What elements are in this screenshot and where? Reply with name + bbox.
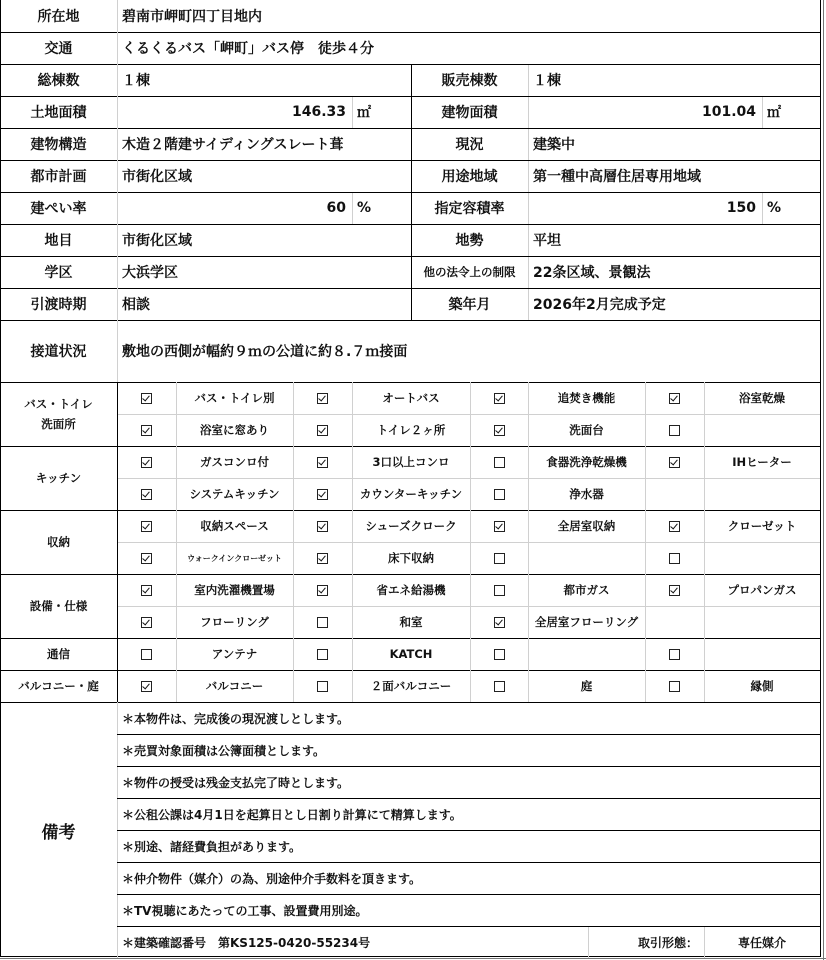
checkbox-unchecked-icon[interactable] bbox=[494, 553, 505, 564]
column-divider bbox=[411, 128, 412, 160]
feature-category bbox=[0, 446, 117, 510]
feature-category bbox=[0, 510, 117, 574]
checkbox-checked-icon[interactable] bbox=[141, 457, 152, 468]
feature-checkbox-cell bbox=[293, 382, 352, 414]
feature-checkbox-cell bbox=[470, 446, 528, 478]
built-label: 築年月 bbox=[448, 297, 491, 313]
land-category-label: 地目 bbox=[44, 233, 73, 249]
row-divider bbox=[117, 862, 820, 863]
column-divider bbox=[352, 510, 353, 574]
checkbox-checked-icon[interactable] bbox=[494, 393, 505, 404]
feature-label bbox=[528, 542, 645, 574]
checkbox-unchecked-icon[interactable] bbox=[494, 489, 505, 500]
checkbox-checked-icon[interactable] bbox=[494, 425, 505, 436]
feature-label bbox=[528, 638, 645, 670]
outer-border-bottom bbox=[0, 958, 826, 959]
column-divider bbox=[762, 192, 763, 224]
checkbox-checked-icon[interactable] bbox=[669, 521, 680, 532]
feature-checkbox-cell bbox=[117, 574, 176, 606]
feature-checkbox-cell bbox=[645, 382, 704, 414]
column-divider bbox=[411, 256, 412, 288]
remark-note: ＊建築確認番号 第KS125-0420-55234号 bbox=[122, 935, 371, 950]
column-divider bbox=[470, 446, 471, 510]
feature-checkbox-cell bbox=[645, 478, 704, 510]
feature-label: 収納スペース bbox=[200, 519, 269, 533]
land-category-value: 市街化区域 bbox=[122, 233, 192, 249]
feature-checkbox-cell bbox=[470, 574, 528, 606]
feature-label: ２面バルコニー bbox=[370, 679, 452, 693]
remark-note: ＊物件の授受は残金支払完了時とします。 bbox=[122, 775, 350, 790]
feature-checkbox-cell bbox=[470, 510, 528, 542]
column-divider bbox=[762, 96, 763, 128]
terrain-label: 地勢 bbox=[455, 233, 484, 249]
coverage-unit: % bbox=[357, 200, 372, 216]
transaction-type-value: 専任媒介 bbox=[737, 935, 786, 950]
row-divider bbox=[117, 734, 820, 735]
column-divider bbox=[411, 96, 412, 128]
checkbox-unchecked-icon[interactable] bbox=[494, 681, 505, 692]
column-divider bbox=[528, 382, 529, 446]
checkbox-unchecked-icon[interactable] bbox=[494, 649, 505, 660]
remark-note: ＊本物件は、完成後の現況渡しとします。 bbox=[122, 711, 350, 726]
row-divider bbox=[117, 894, 820, 895]
column-divider bbox=[117, 670, 118, 702]
row-divider bbox=[117, 766, 820, 767]
column-divider bbox=[176, 446, 177, 510]
feature-label bbox=[704, 414, 820, 446]
column-divider bbox=[470, 670, 471, 702]
feature-checkbox-cell bbox=[117, 670, 176, 702]
checkbox-checked-icon[interactable] bbox=[317, 521, 328, 532]
column-divider bbox=[704, 510, 705, 574]
column-divider bbox=[528, 256, 529, 288]
feature-checkbox-cell bbox=[117, 510, 176, 542]
column-divider bbox=[293, 574, 294, 638]
column-divider bbox=[528, 510, 529, 574]
checkbox-checked-icon[interactable] bbox=[669, 585, 680, 596]
feature-label: 3口以上コンロ bbox=[372, 455, 450, 469]
feature-checkbox-cell bbox=[645, 414, 704, 446]
feature-checkbox-cell bbox=[645, 606, 704, 638]
road-access-value: 敷地の西側が幅約９ｍの公道に約８.７ｍ接面 bbox=[122, 344, 408, 360]
row-divider bbox=[117, 830, 820, 831]
feature-checkbox-cell bbox=[293, 638, 352, 670]
checkbox-unchecked-icon[interactable] bbox=[317, 617, 328, 628]
feature-label: システムキッチン bbox=[189, 487, 280, 501]
building-area-label: 建物面積 bbox=[441, 105, 498, 121]
row-divider bbox=[0, 160, 820, 161]
column-divider bbox=[645, 670, 646, 702]
feature-label: シューズクローク bbox=[365, 519, 457, 533]
column-divider bbox=[176, 574, 177, 638]
feature-label: 和室 bbox=[399, 615, 423, 629]
remark-note: ＊売買対象面積は公簿面積とします。 bbox=[122, 743, 326, 758]
column-divider bbox=[470, 510, 471, 574]
checkbox-unchecked-icon[interactable] bbox=[669, 681, 680, 692]
column-divider bbox=[293, 510, 294, 574]
column-divider bbox=[704, 446, 705, 510]
units-for-sale-value: １棟 bbox=[533, 73, 561, 89]
row-divider bbox=[0, 224, 820, 225]
column-divider bbox=[117, 382, 118, 446]
feature-checkbox-cell bbox=[293, 510, 352, 542]
row-divider bbox=[117, 478, 820, 479]
units-for-sale-label: 販売棟数 bbox=[441, 73, 498, 89]
column-divider bbox=[528, 288, 529, 320]
coverage-value: 60 bbox=[326, 200, 346, 216]
feature-checkbox-cell bbox=[293, 574, 352, 606]
checkbox-checked-icon[interactable] bbox=[317, 489, 328, 500]
land-area-unit: ㎡ bbox=[357, 105, 371, 121]
feature-label: バルコニー bbox=[205, 679, 264, 693]
column-divider bbox=[411, 64, 412, 96]
feature-label: 追焚き機能 bbox=[557, 391, 616, 405]
feature-category bbox=[0, 574, 117, 638]
column-divider bbox=[704, 926, 705, 958]
feature-checkbox-cell bbox=[293, 606, 352, 638]
row-divider bbox=[0, 64, 820, 65]
feature-checkbox-cell bbox=[117, 542, 176, 574]
status-value: 建築中 bbox=[533, 137, 575, 153]
feature-label: 浄水器 bbox=[569, 487, 604, 501]
column-divider bbox=[176, 382, 177, 446]
transport-value: くるくるバス「岬町」バス停 徒歩４分 bbox=[122, 41, 374, 57]
feature-checkbox-cell bbox=[117, 414, 176, 446]
column-divider bbox=[528, 192, 529, 224]
zoning-label: 用途地域 bbox=[441, 169, 498, 185]
column-divider bbox=[411, 192, 412, 224]
column-divider bbox=[176, 510, 177, 574]
feature-checkbox-cell bbox=[470, 382, 528, 414]
restrictions-value: 22条区域、景観法 bbox=[533, 265, 651, 281]
feature-checkbox-cell bbox=[470, 638, 528, 670]
checkbox-checked-icon[interactable] bbox=[317, 585, 328, 596]
coverage-label: 建ぺい率 bbox=[30, 201, 87, 217]
transport-label: 交通 bbox=[44, 41, 73, 57]
building-area-value: 101.04 bbox=[701, 104, 756, 120]
far-value: 150 bbox=[726, 200, 756, 216]
checkbox-checked-icon[interactable] bbox=[669, 393, 680, 404]
built-value: 2026年2月完成予定 bbox=[533, 297, 666, 313]
feature-checkbox-cell bbox=[645, 542, 704, 574]
outer-border bbox=[823, 0, 824, 960]
land-area-label: 土地面積 bbox=[30, 105, 87, 121]
column-divider bbox=[470, 574, 471, 638]
checkbox-unchecked-icon[interactable] bbox=[494, 457, 505, 468]
checkbox-unchecked-icon[interactable] bbox=[669, 649, 680, 660]
feature-category bbox=[0, 670, 117, 702]
feature-checkbox-cell bbox=[293, 542, 352, 574]
column-divider bbox=[293, 670, 294, 702]
feature-label: バス・トイレ別 bbox=[194, 391, 275, 405]
feature-label: 縁側 bbox=[750, 679, 774, 693]
row-divider bbox=[117, 414, 820, 415]
school-value: 大浜学区 bbox=[122, 265, 178, 281]
feature-category-label: バス・トイレ bbox=[24, 397, 93, 411]
column-divider bbox=[645, 638, 646, 670]
feature-checkbox-cell bbox=[470, 414, 528, 446]
feature-label: 省エネ給湯機 bbox=[376, 583, 446, 597]
column-divider bbox=[528, 638, 529, 670]
feature-label bbox=[704, 638, 820, 670]
column-divider bbox=[352, 192, 353, 224]
feature-category-label: キッチン bbox=[35, 471, 82, 485]
column-divider bbox=[352, 638, 353, 670]
checkbox-checked-icon[interactable] bbox=[141, 393, 152, 404]
checkbox-checked-icon[interactable] bbox=[317, 393, 328, 404]
row-divider bbox=[0, 288, 820, 289]
column-divider bbox=[117, 446, 118, 510]
delivery-label: 引渡時期 bbox=[30, 297, 87, 313]
column-divider bbox=[117, 0, 118, 382]
feature-category bbox=[0, 638, 117, 670]
feature-checkbox-cell bbox=[645, 574, 704, 606]
status-label: 現況 bbox=[455, 137, 484, 153]
feature-category-label: 通信 bbox=[47, 647, 70, 661]
checkbox-checked-icon[interactable] bbox=[141, 585, 152, 596]
remarks-label: 備考 bbox=[41, 822, 76, 843]
far-unit: % bbox=[767, 200, 782, 216]
row-divider bbox=[0, 32, 820, 33]
feature-label: アンテナ bbox=[211, 647, 258, 661]
city-planning-value: 市街化区域 bbox=[122, 169, 192, 185]
feature-checkbox-cell bbox=[470, 606, 528, 638]
total-units-value: １棟 bbox=[122, 73, 150, 89]
feature-label: カウンターキッチン bbox=[359, 487, 463, 501]
column-divider bbox=[528, 160, 529, 192]
column-divider bbox=[117, 574, 118, 638]
column-divider bbox=[704, 382, 705, 446]
row-divider bbox=[117, 542, 820, 543]
column-divider bbox=[645, 574, 646, 638]
feature-label: 食器洗浄乾燥機 bbox=[546, 455, 627, 469]
column-divider bbox=[117, 638, 118, 670]
checkbox-checked-icon[interactable] bbox=[317, 553, 328, 564]
feature-label: 全居室フローリング bbox=[534, 615, 639, 629]
feature-label: フローリング bbox=[200, 615, 269, 629]
feature-label: ウォークインクローゼット bbox=[187, 553, 282, 563]
column-divider bbox=[176, 670, 177, 702]
checkbox-unchecked-icon[interactable] bbox=[669, 425, 680, 436]
checkbox-checked-icon[interactable] bbox=[494, 617, 505, 628]
column-divider bbox=[293, 382, 294, 446]
column-divider bbox=[293, 638, 294, 670]
feature-checkbox-cell bbox=[117, 382, 176, 414]
column-divider bbox=[645, 446, 646, 510]
column-divider bbox=[588, 926, 589, 958]
column-divider bbox=[352, 446, 353, 510]
checkbox-unchecked-icon[interactable] bbox=[669, 553, 680, 564]
column-divider bbox=[704, 574, 705, 638]
column-divider bbox=[645, 382, 646, 446]
checkbox-checked-icon[interactable] bbox=[141, 681, 152, 692]
feature-label: 浴室に窓あり bbox=[200, 423, 269, 437]
column-divider bbox=[352, 574, 353, 638]
column-divider bbox=[352, 96, 353, 128]
building-area-unit: ㎡ bbox=[767, 105, 781, 121]
location-label: 所在地 bbox=[37, 9, 80, 25]
feature-checkbox-cell bbox=[293, 478, 352, 510]
remark-note: ＊別途、諸経費負担があります。 bbox=[122, 839, 302, 854]
column-divider bbox=[470, 638, 471, 670]
column-divider bbox=[411, 224, 412, 256]
checkbox-checked-icon[interactable] bbox=[669, 457, 680, 468]
column-divider bbox=[352, 670, 353, 702]
column-divider bbox=[176, 638, 177, 670]
transaction-type-label: 取引形態： bbox=[637, 935, 698, 950]
row-divider bbox=[0, 128, 820, 129]
structure-label: 建物構造 bbox=[30, 137, 87, 153]
feature-category-label: 洗面所 bbox=[41, 417, 76, 431]
feature-label: 床下収納 bbox=[388, 551, 434, 565]
column-divider bbox=[528, 670, 529, 702]
remark-note: ＊公租公課は4月1日を起算日とし日割り計算にて精算します。 bbox=[122, 807, 462, 822]
feature-label: 庭 bbox=[580, 679, 593, 693]
column-divider bbox=[411, 160, 412, 192]
feature-checkbox-cell bbox=[645, 670, 704, 702]
city-planning-label: 都市計画 bbox=[30, 169, 87, 185]
feature-label: ガスコンロ付 bbox=[200, 455, 269, 469]
checkbox-checked-icon[interactable] bbox=[494, 521, 505, 532]
school-label: 学区 bbox=[44, 265, 73, 281]
feature-label bbox=[704, 542, 820, 574]
checkbox-unchecked-icon[interactable] bbox=[494, 585, 505, 596]
column-divider bbox=[528, 96, 529, 128]
checkbox-checked-icon[interactable] bbox=[141, 553, 152, 564]
feature-checkbox-cell bbox=[645, 446, 704, 478]
checkbox-checked-icon[interactable] bbox=[317, 457, 328, 468]
total-units-label: 総棟数 bbox=[37, 73, 80, 89]
feature-checkbox-cell bbox=[645, 510, 704, 542]
feature-label: 浴室乾燥 bbox=[739, 391, 785, 405]
feature-checkbox-cell bbox=[470, 542, 528, 574]
column-divider bbox=[528, 64, 529, 96]
feature-checkbox-cell bbox=[117, 478, 176, 510]
row-divider bbox=[0, 96, 820, 97]
feature-checkbox-cell bbox=[293, 446, 352, 478]
feature-checkbox-cell bbox=[117, 446, 176, 478]
delivery-value: 相談 bbox=[122, 297, 150, 313]
feature-checkbox-cell bbox=[293, 414, 352, 446]
feature-category-label: 設備・仕様 bbox=[29, 599, 88, 613]
row-divider bbox=[0, 192, 820, 193]
row-divider bbox=[117, 606, 820, 607]
feature-label: プロパンガス bbox=[727, 583, 797, 597]
row-divider bbox=[0, 320, 820, 321]
feature-label: IHヒーター bbox=[732, 455, 792, 469]
feature-label: 室内洗濯機置場 bbox=[194, 583, 275, 597]
checkbox-unchecked-icon[interactable] bbox=[317, 649, 328, 660]
feature-checkbox-cell bbox=[470, 478, 528, 510]
row-divider bbox=[117, 798, 820, 799]
feature-label: 都市ガス bbox=[563, 583, 610, 597]
feature-checkbox-cell bbox=[645, 638, 704, 670]
checkbox-checked-icon[interactable] bbox=[141, 489, 152, 500]
land-area-value: 146.33 bbox=[291, 104, 346, 120]
feature-label: KATCH bbox=[389, 647, 433, 661]
feature-category bbox=[0, 382, 117, 446]
feature-label: トイレ２ヶ所 bbox=[376, 423, 446, 437]
feature-checkbox-cell bbox=[293, 670, 352, 702]
feature-label: 全居室収納 bbox=[557, 519, 616, 533]
road-access-label: 接道状況 bbox=[30, 344, 87, 360]
feature-category-label: 収納 bbox=[47, 535, 70, 549]
restrictions-label: 他の法令上の制限 bbox=[423, 265, 516, 279]
column-divider bbox=[528, 128, 529, 160]
column-divider bbox=[293, 446, 294, 510]
column-divider bbox=[352, 382, 353, 446]
column-divider bbox=[411, 288, 412, 320]
checkbox-checked-icon[interactable] bbox=[317, 425, 328, 436]
remark-note: ＊TV視聴にあたっての工事、設置費用別途。 bbox=[122, 903, 368, 918]
row-divider bbox=[117, 926, 820, 927]
feature-label: オートバス bbox=[382, 391, 440, 405]
feature-category-label: バルコニー・庭 bbox=[18, 679, 99, 693]
remark-note: ＊仲介物件（媒介）の為、別途仲介手数料を頂きます。 bbox=[122, 871, 422, 886]
column-divider bbox=[645, 510, 646, 574]
column-divider bbox=[704, 638, 705, 670]
zoning-value: 第一種中高層住居専用地域 bbox=[533, 169, 701, 185]
feature-checkbox-cell bbox=[470, 670, 528, 702]
column-divider bbox=[117, 510, 118, 574]
row-divider bbox=[0, 256, 820, 257]
feature-label: クローゼット bbox=[727, 519, 797, 533]
feature-label bbox=[704, 606, 820, 638]
location-value: 碧南市岬町四丁目地内 bbox=[122, 9, 262, 25]
checkbox-checked-icon[interactable] bbox=[141, 425, 152, 436]
column-divider bbox=[528, 574, 529, 638]
feature-checkbox-cell bbox=[117, 606, 176, 638]
column-divider bbox=[528, 224, 529, 256]
feature-label bbox=[704, 478, 820, 510]
column-divider bbox=[528, 446, 529, 510]
checkbox-unchecked-icon[interactable] bbox=[317, 681, 328, 692]
checkbox-unchecked-icon[interactable] bbox=[141, 649, 152, 660]
column-divider bbox=[704, 670, 705, 702]
checkbox-checked-icon[interactable] bbox=[141, 617, 152, 628]
far-label: 指定容積率 bbox=[434, 201, 505, 217]
terrain-value: 平坦 bbox=[533, 233, 561, 249]
feature-checkbox-cell bbox=[117, 638, 176, 670]
structure-value: 木造２階建サイディングスレート葺 bbox=[122, 137, 344, 153]
feature-label: 洗面台 bbox=[569, 423, 604, 437]
checkbox-checked-icon[interactable] bbox=[141, 521, 152, 532]
column-divider bbox=[470, 382, 471, 446]
